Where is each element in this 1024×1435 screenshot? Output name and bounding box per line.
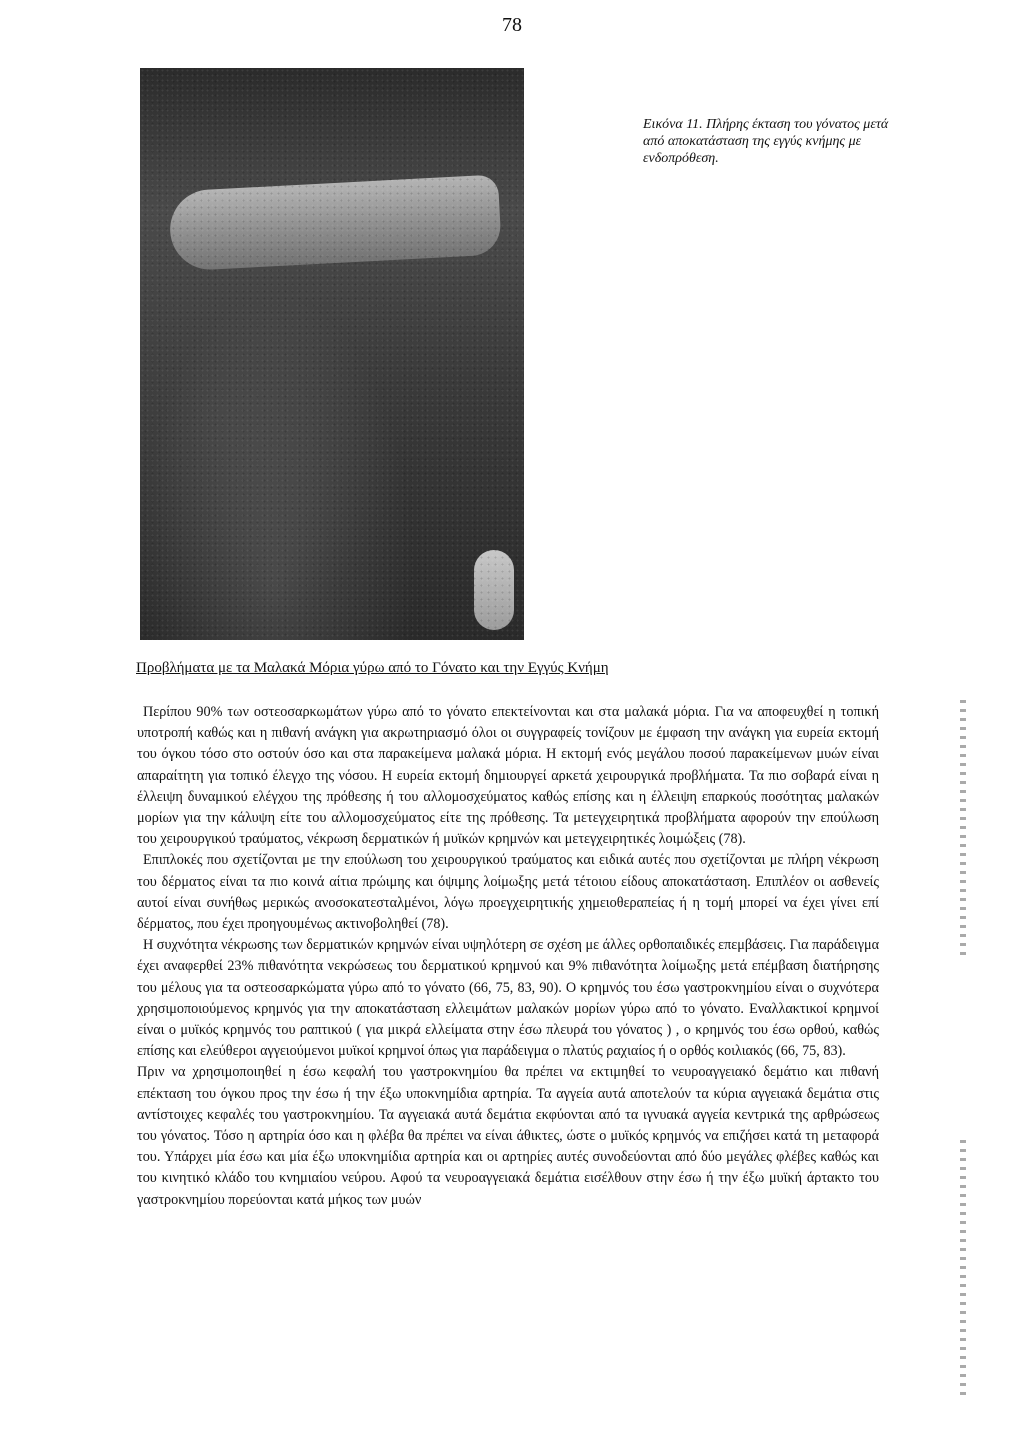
- paragraph: Περίπου 90% των οστεοσαρκωμάτων γύρω από το γόνατο επεκτείνονται και στα μαλακά μόρια. Για να αποφευχθεί η τοπική υποτροπή καθώς και η πιθανή ανάγκη για ακρωτηριασμό όλοι οι συγγραφείς τονίζουν με έμφαση την ανάγκη για ευρεία εκτομή του όγκου τόσο στο οστούν όσο και στα παρακείμενα μαλακά μόρια. Η εκτομή ενός μεγάλου ποσού παρακείμενων μυών είναι απαραίτητη για τοπικό έλεγχο της νόσου. Η ευρεία εκτομή δημιουργεί αρκετά χειρουργικά προβλήματα. Τα πιο σοβαρά είναι η έλλειψη δυναμικού ελέγχου της πρόθεσης ή του αλλομοσχεύματος καθώς επίσης και η έλλειψη επαρκούς ποσότητας μαλακών μορίων για την κάλυψη είτε του αλλομοσχεύματος είτε της πρόθεσης. Τα μετεγχειρητικά προβλήματα αφορούν την επούλωση του χειρουργικού τραύματος, νέκρωση δερματικών ή μυϊκών κρημνών και μετεγχειρητικές λοιμώξεις (78).: [137, 704, 879, 848]
- paragraph: Επιπλοκές που σχετίζονται με την επούλωση του χειρουργικού τραύματος και ειδικά αυτές που σχετίζονται με πλήρη νέκρωση του δέρματος είναι τα πιο κοινά αίτια πρώιμης και όψιμης λοίμωξης μετά τέτοιου είδους αποκατάσταση. Επιπλέον οι ασθενείς αυτοί είναι συνήθως μερικώς ανοσοκατεσταλμένοι, λόγω προεγχειρητικής χημειοθεραπείας ή η τομή μπορεί να έχει γίνει επί δέρματος, που έχει προηγουμένως ακτινοβοληθεί (78).: [137, 852, 879, 933]
- page-number: 78: [502, 14, 522, 36]
- paragraph: Η συχνότητα νέκρωσης των δερματικών κρημνών είναι υψηλότερη σε σχέση με άλλες ορθοπαιδικές επεμβάσεις. Για παράδειγμα έχει αναφερθεί 23% πιθανότητα νεκρώσεως του δερματικού κρημνού και 9% πιθανότητα λοίμωξης μετά επέμβαση διατήρησης του μέλους για τα οστεοσαρκώματα γύρω από το γόνατο (66, 75, 83, 90). Ο κρημνός του έσω γαστροκνημίου είναι ο συχνότερα χρησιμοποιούμενος κρημνός για την αποκατάσταση ελλειμάτων μαλακών μορίων γύρω από το γόνατο. Εναλλακτικοί κρημνοί είναι ο μυϊκός κρημνός του ραπτικού ( για μικρά ελλείματα στην έσω πλευρά του γόνατος ) , ο κρημνός του έσω ορθού, καθώς επίσης και ελεύθεροι αγγειούμενοι μυϊκοί κρημνοί όπως για παράδειγμα ο πλατύς ραχιαίος ή ο ορθός κοιλιακός (66, 75, 83).: [137, 937, 880, 1060]
- figure-caption: Εικόνα 11. Πλήρης έκταση του γόνατος μετά από αποκατάσταση της εγγύς κνήμης με ενδοπρόθεση.: [643, 117, 889, 166]
- section-heading: Προβλήματα με τα Μαλακά Μόρια γύρω από το Γόνατο και την Εγγύς Κνήμη: [136, 660, 609, 676]
- paragraph: Πριν να χρησιμοποιηθεί η έσω κεφαλή του γαστροκνημίου θα πρέπει να εκτιμηθεί το νευροαγγειακό δεμάτιο και πιθανή επέκταση του όγκου προς την έσω ή την έξω υποκνημίδια αρτηρία. Τα αγγεία αυτά αποτελούν τα κύρια αγγειακά δεμάτια στις αντίστοιχες κεφαλές του γαστροκνημίου. Τα αγγειακά αυτά δεμάτια εκφύονται από τα ιγνυακά αγγεία κεντρικά της αρθρώσεως του γόνατος. Τόσο η αρτηρία όσο και η φλέβα θα πρέπει να είναι άθικτες, ώστε ο μυϊκός κρημνός να επιζήσει κατά τη μεταφορά του. Υπάρχει μία έσω και μία έξω υποκνημίδια αρτηρία και οι αρτηρίες αυτές συνοδεύονται από δύο μεγάλες φλέβες καθώς και του κινητικό κλάδο του κνημιαίου νεύρου. Αφού τα νευροαγγειακά δεμάτια εισέλθουν στην έσω ή την έξω μυϊκή άρτακτο του γαστροκνημίου πορεύονται κατά μήκος των μυών: [137, 1064, 879, 1208]
- photo-grain: [140, 68, 524, 640]
- scan-margin-mark: [960, 700, 966, 960]
- scan-margin-mark: [960, 1140, 966, 1400]
- body-text: [137, 702, 879, 1211]
- figure-photo: [140, 68, 524, 640]
